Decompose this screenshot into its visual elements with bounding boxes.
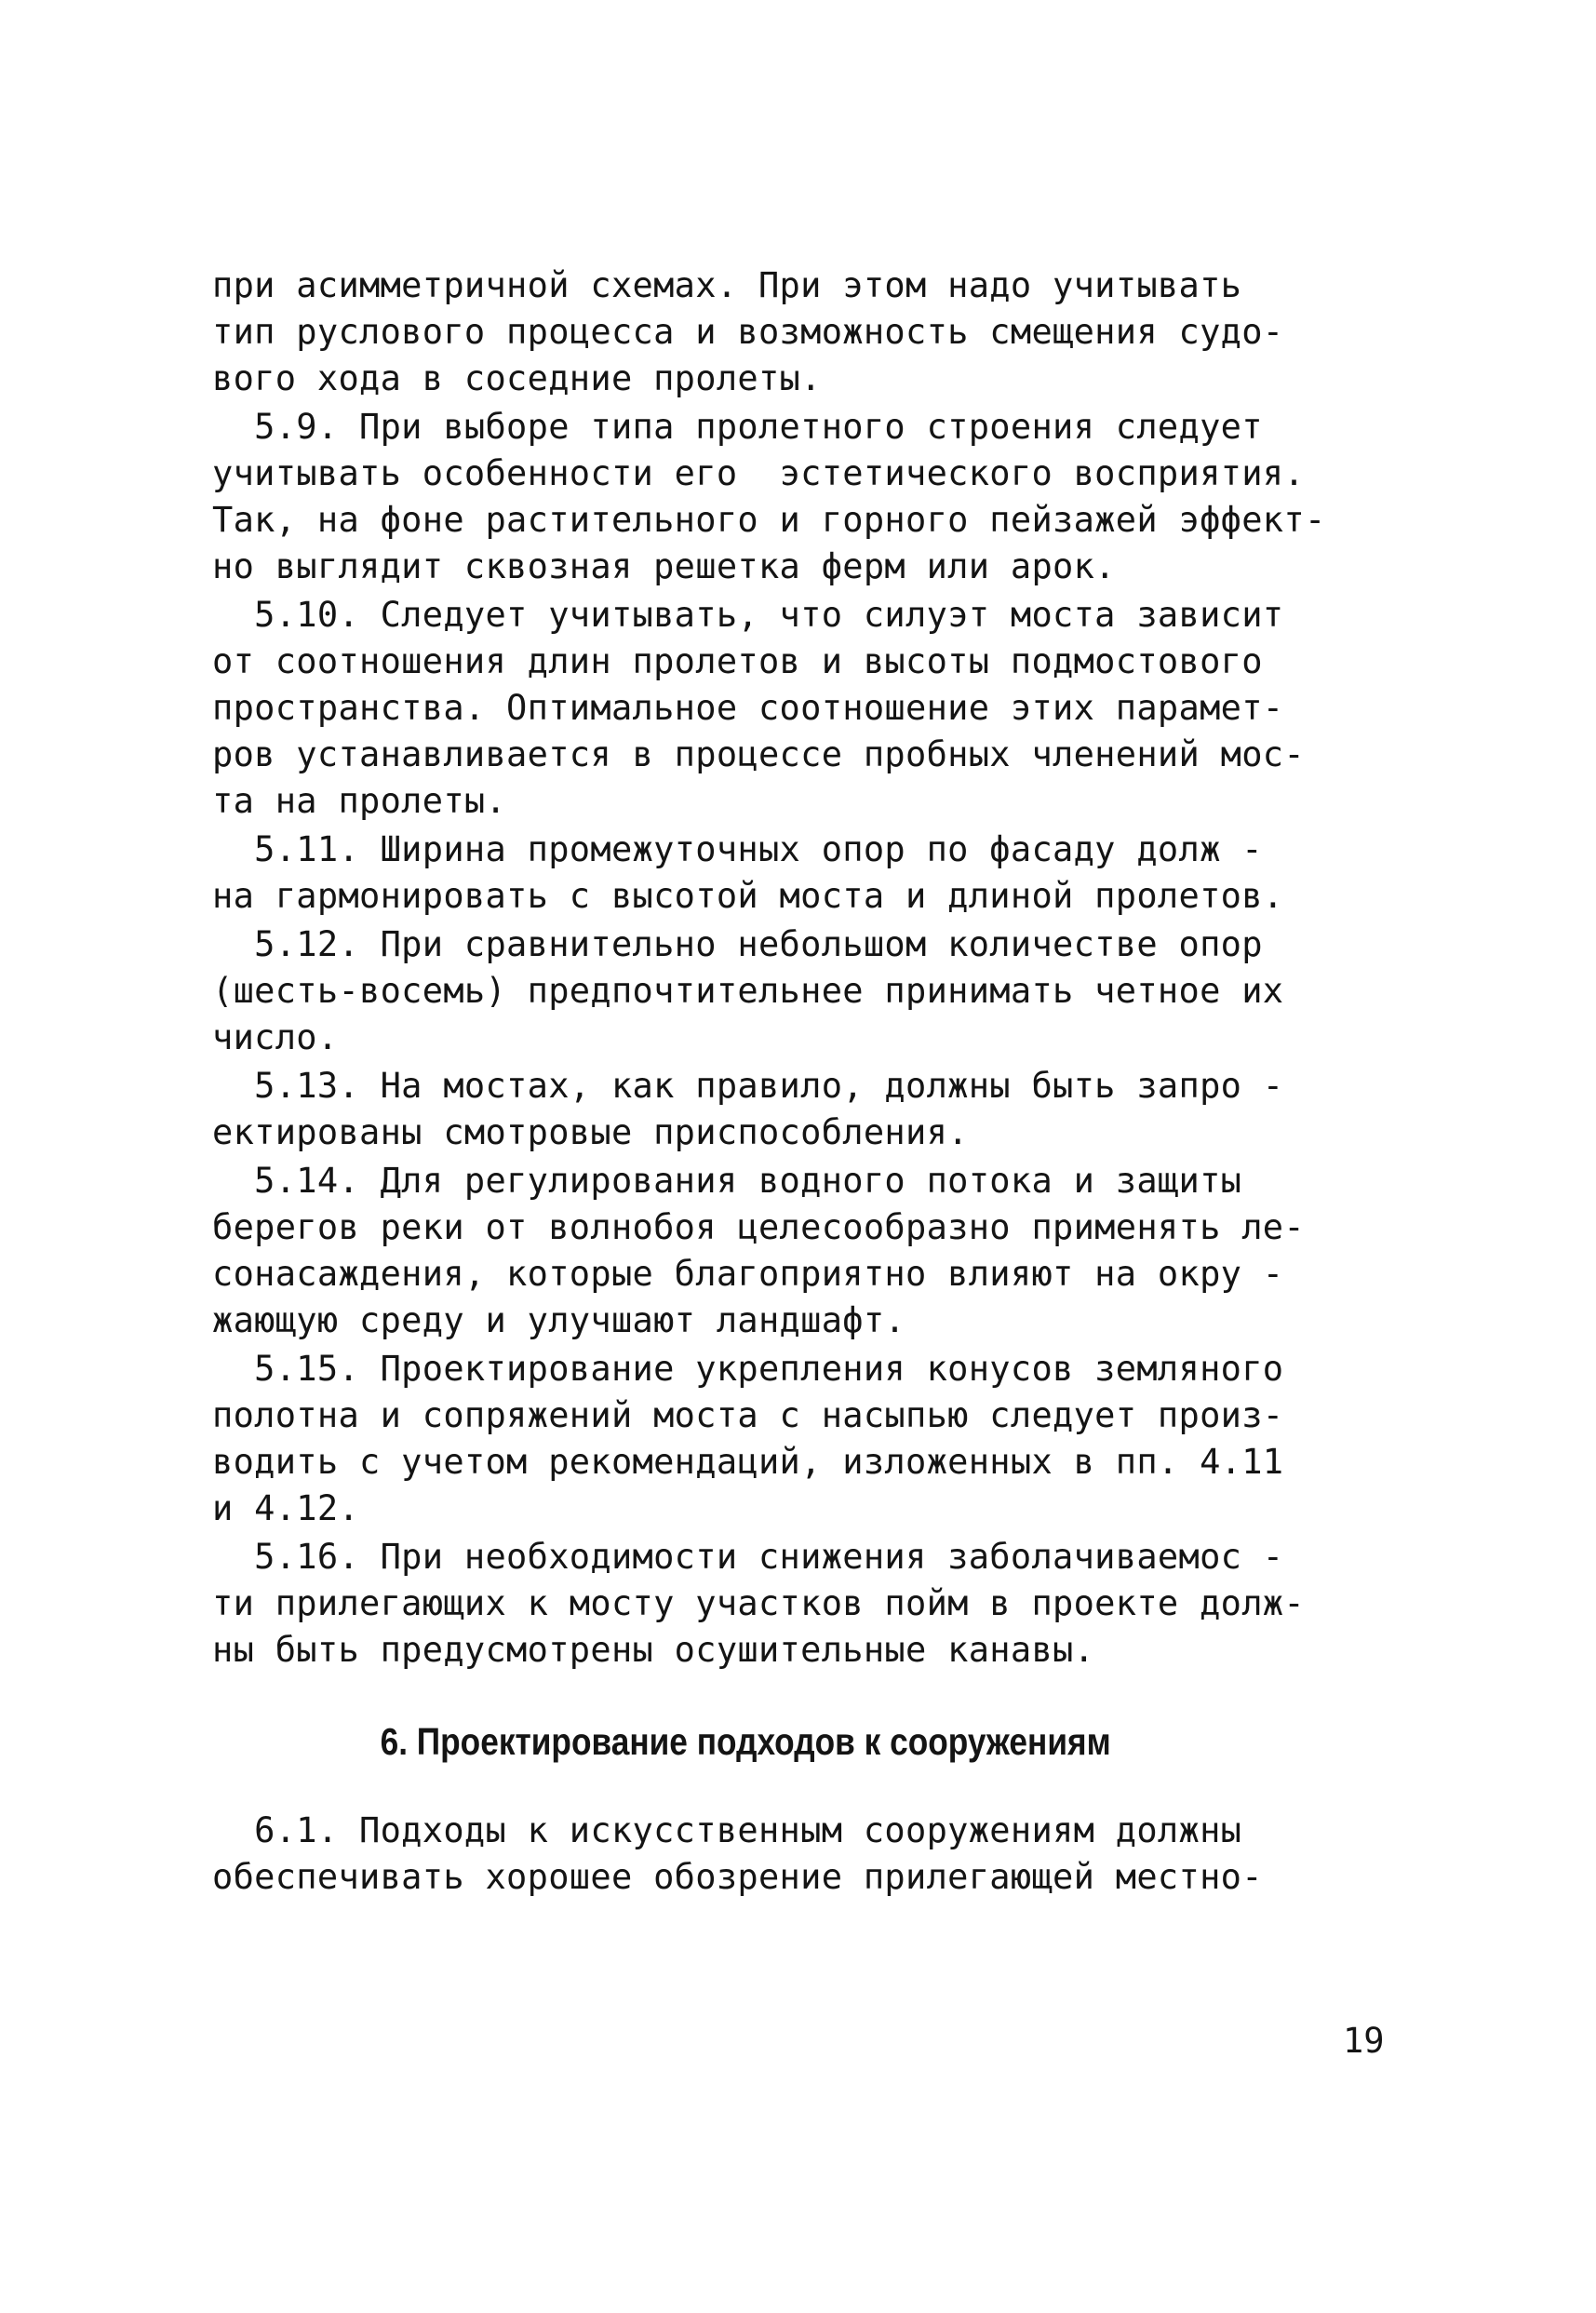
text-line: и 4.12. bbox=[212, 1488, 360, 1528]
text-line: вого хода в соседние пролеты. bbox=[212, 358, 822, 398]
text-line: 5.13. На мостах, как правило, должны быть запро - bbox=[212, 1066, 1284, 1106]
paragraph-5-15 bbox=[212, 1346, 1441, 1532]
text-line: 5.16. При необходимости снижения заболачиваемос - bbox=[212, 1537, 1284, 1577]
paragraph-6-1 bbox=[212, 1808, 1441, 1901]
paragraph-5-16 bbox=[212, 1534, 1441, 1674]
text-line: полотна и сопряжений моста с насыпью следует произ- bbox=[212, 1395, 1284, 1435]
text-line: водить с учетом рекомендаций, изложенных в пп. 4.11 bbox=[212, 1442, 1284, 1482]
text-line: 5.10. Следует учитывать, что силуэт моста зависит bbox=[212, 595, 1284, 635]
text-line: Так, на фоне растительного и горного пейзажей эффект- bbox=[212, 500, 1326, 540]
text-line: от соотношения длин пролетов и высоты подмостового bbox=[212, 641, 1263, 681]
text-line: ны быть предусмотрены осушительные канавы. bbox=[212, 1630, 1095, 1670]
text-line: но выглядит сквозная решетка ферм или арок. bbox=[212, 546, 1116, 586]
text-line: 5.9. При выборе типа пролетного строения следует bbox=[212, 407, 1263, 447]
text-line: ров устанавливается в процессе пробных членений мос- bbox=[212, 734, 1305, 774]
paragraph-5-13 bbox=[212, 1063, 1441, 1156]
text-line: та на пролеты. bbox=[212, 781, 507, 821]
text-line: 5.11. Ширина промежуточных опор по фасаду долж - bbox=[212, 829, 1263, 869]
text-line: (шесть-восемь) предпочтительнее принимать четное их bbox=[212, 971, 1284, 1011]
paragraph-5-9 bbox=[212, 404, 1441, 590]
text-line: на гармонировать с высотой моста и длиной пролетов. bbox=[212, 876, 1284, 916]
text-line: сонасаждения, которые благоприятно влияют на окру - bbox=[212, 1254, 1284, 1294]
text-line: 5.14. Для регулирования водного потока и защиты bbox=[212, 1161, 1242, 1201]
text-line: берегов реки от волнобоя целесообразно применять ле- bbox=[212, 1207, 1305, 1247]
document-page bbox=[212, 262, 1441, 1901]
text-line: число. bbox=[212, 1017, 339, 1057]
text-line: учитывать особенности его эстетического восприятия. bbox=[212, 453, 1305, 493]
intro-paragraph bbox=[212, 262, 1441, 402]
paragraph-5-12 bbox=[212, 921, 1441, 1061]
text-line: пространства. Оптимальное соотношение этих парамет- bbox=[212, 688, 1284, 728]
text-line: обеспечивать хорошее обозрение прилегающей местно- bbox=[212, 1857, 1263, 1897]
text-line: ти прилегающих к мосту участков пойм в проекте долж- bbox=[212, 1583, 1305, 1623]
text-line: 6.1. Подходы к искусственным сооружениям должны bbox=[212, 1810, 1242, 1850]
paragraph-5-14 bbox=[212, 1158, 1441, 1344]
text-line: жающую среду и улучшают ландшафт. bbox=[212, 1300, 906, 1340]
paragraph-5-10 bbox=[212, 592, 1441, 825]
text-line: 5.12. При сравнительно небольшом количестве опор bbox=[212, 924, 1263, 964]
text-line: 5.15. Проектирование укрепления конусов земляного bbox=[212, 1349, 1284, 1389]
text-line: тип руслового процесса и возможность смещения судо- bbox=[212, 312, 1284, 352]
text-line: ектированы смотровые приспособления. bbox=[212, 1112, 969, 1152]
paragraph-5-11 bbox=[212, 827, 1441, 920]
text-line: при асимметричной схемах. При этом надо учитывать bbox=[212, 265, 1242, 305]
page-number: 19 bbox=[1343, 2021, 1385, 2061]
section-heading: 6. Проектирование подходов к сооружениям bbox=[380, 1720, 1111, 1763]
